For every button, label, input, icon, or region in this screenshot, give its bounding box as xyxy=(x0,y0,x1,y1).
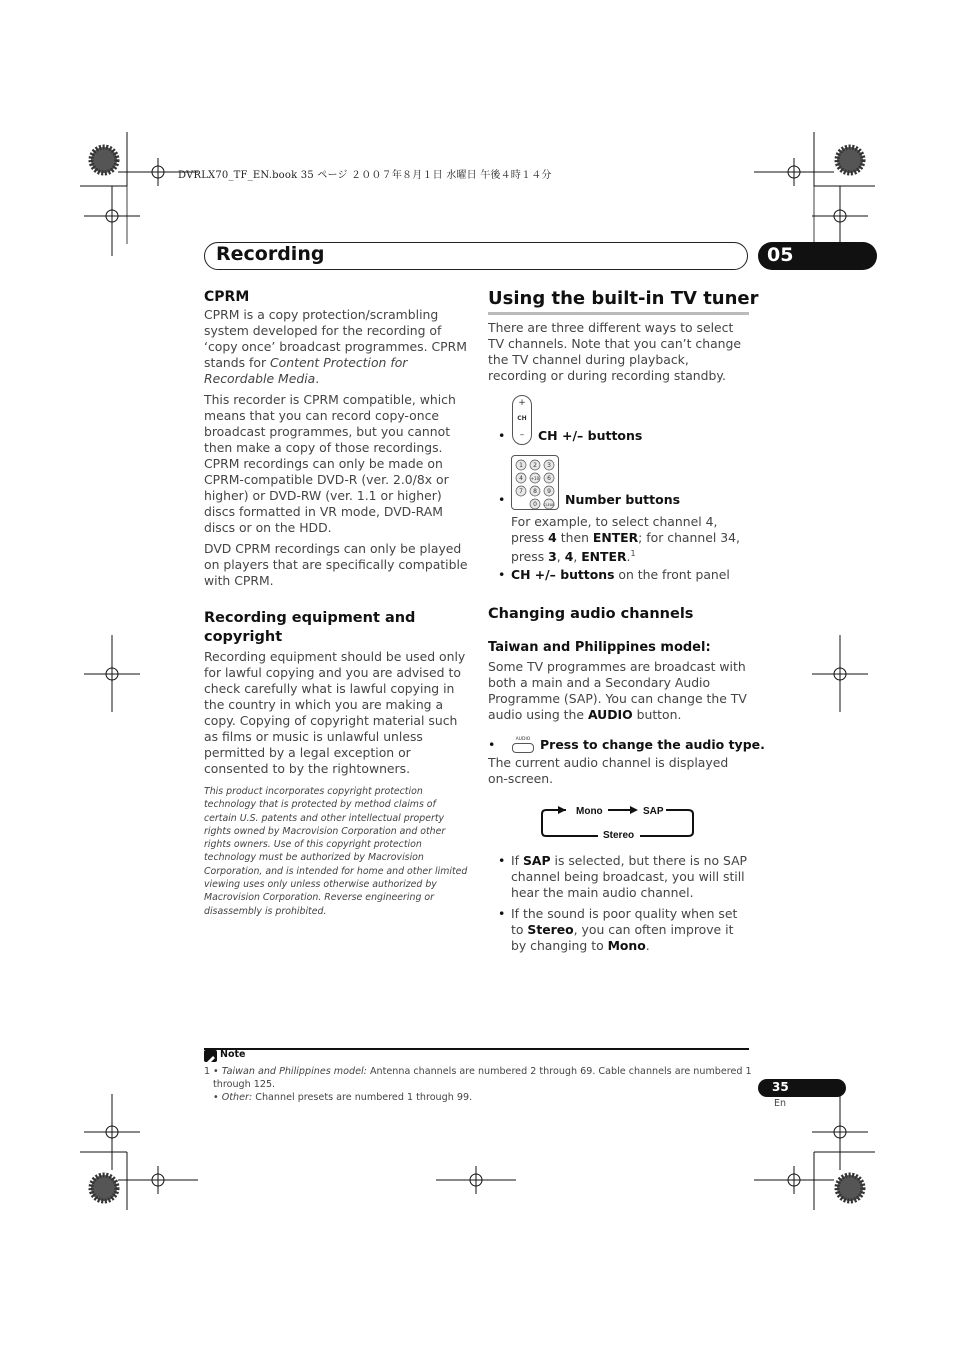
legal-notice: This product incorporates copyright protection technology that is protected by method claims of certain U.S. patents and other intellectual property rights owned by Macrovision Corporation and other rights owners. Use of this copyright protection technology must be authorized by Macrovision Corporation, and is intended for home and other limited viewing uses only unless otherwise authorized by Macrovision Corporation. Reverse engineering or disassembly is prohibited. xyxy=(204,786,468,917)
key-3: 3 xyxy=(547,462,551,469)
number-keypad-icon xyxy=(511,455,559,510)
bullet: • xyxy=(498,853,506,868)
sap-note: If SAP is selected, but there is no SAP channel being broadcast, you will still hear the main audio channel. xyxy=(511,853,748,900)
audio-cycle-diagram xyxy=(538,800,700,844)
cprm-heading: CPRM xyxy=(204,289,250,305)
footnote-line-1: • Taiwan and Philippines model: Antenna channels are numbered 2 through 69. Cable channels are numbered 1 through 125. xyxy=(213,1066,752,1090)
copyright-heading: Recording equipment and copyright xyxy=(204,610,416,645)
page-number: 35 xyxy=(772,1080,789,1094)
tuner-intro: There are three different ways to select TV channels. Note that you can’t change the TV channel during playback, recording or during recording standby. xyxy=(488,320,742,383)
arrowhead-icon xyxy=(630,806,638,814)
footnote-number: 1 xyxy=(204,1066,211,1077)
bullet: • xyxy=(498,492,506,507)
left-column xyxy=(204,289,468,918)
key-clear: CLEAR xyxy=(543,503,555,507)
audio-button-icon: AUDIO xyxy=(512,737,534,754)
note-title: Note xyxy=(220,1049,246,1060)
model-heading: Taiwan and Philippines model: xyxy=(488,640,711,655)
chapter-number: 05 xyxy=(767,244,794,266)
key-7: 7 xyxy=(519,488,523,495)
footnote-ref: 1 xyxy=(630,549,636,558)
bullet: • xyxy=(498,906,506,921)
ch-button-label: CH +/– buttons xyxy=(538,428,643,443)
footnote-line-2: • Other: Channel presets are numbered 1 through 99. xyxy=(213,1092,473,1103)
press-audio-instruction: Press to change the audio type. xyxy=(540,737,765,752)
crosshair-marks xyxy=(84,158,868,1194)
key-6: 6 xyxy=(547,475,551,482)
key-0: 0 xyxy=(533,501,537,508)
cprm-paragraph-1: CPRM is a copy protection/scrambling system developed for the recording of ‘copy once’ broadcast programmes. CPRM stands for Content Protection for Recordable Media. xyxy=(204,307,467,386)
channel-example: For example, to select channel 4, press 4 then ENTER; for channel 34, press 3, 4, ENTER.$^1$ xyxy=(511,514,740,565)
stereo-note: If the sound is poor quality when set to Stereo, you can often improve it by changing to Mono. xyxy=(511,906,738,953)
cprm-paragraph-3: DVD CPRM recordings can only be played on players that are specifically compatible with CPRM. xyxy=(204,541,468,588)
stereo-label: Stereo xyxy=(603,830,635,841)
key-2: 2 xyxy=(533,462,537,469)
audio-heading: Changing audio channels xyxy=(488,606,694,622)
current-audio-text: The current audio channel is displayed on-screen. xyxy=(488,755,729,786)
number-buttons-label: Number buttons xyxy=(565,492,681,507)
heading-rule xyxy=(488,312,749,315)
note-pencil-icon xyxy=(204,1050,217,1062)
key-4: 4 xyxy=(519,475,523,482)
key-9: 9 xyxy=(547,488,551,495)
print-info: DVRLX70_TF_EN.book 35 ページ ２００７年８月１日 水曜日 午後４時１４分 xyxy=(178,170,552,181)
key-8: 8 xyxy=(533,488,537,495)
section-title: Recording xyxy=(216,243,325,265)
page-language: En xyxy=(774,1098,787,1109)
key-1: 1 xyxy=(519,462,523,469)
mono-label: Mono xyxy=(576,806,603,817)
sap-label: SAP xyxy=(643,806,664,817)
front-panel-item: CH +/– buttons on the front panel xyxy=(511,567,730,582)
bullet: • xyxy=(498,567,506,582)
tuner-heading: Using the built-in TV tuner xyxy=(488,288,759,309)
cprm-paragraph-2: This recorder is CPRM compatible, which means that you can record copy-once broadcast programmes, but you cannot then make a copy of those recordings. CPRM recordings can only be made on CPRM-compatible DVD-R (ver. 2.0/8x or higher) or DVD-RW (ver. 1.1 or higher) discs formatted in VR mode, DVD-RAM discs or on the HDD. xyxy=(204,392,456,535)
model-paragraph: Some TV programmes are broadcast with both a main and a Secondary Audio Programme (SAP). You can change the TV audio using the AUDIO button. xyxy=(488,659,747,722)
bullet: • xyxy=(498,428,506,443)
note-rule xyxy=(204,1048,749,1050)
ch-button-icon: + CH – xyxy=(512,395,532,445)
copyright-paragraph: Recording equipment should be used only for lawful copying and you are advised to check carefully what is lawful copying in the country in which you are making a copy. Copying of copyright material such as films or music is unlawful unless permitted by a legal exception or consented to by the rightowners. xyxy=(204,649,466,776)
key-plus10: +10 xyxy=(530,476,540,481)
bullet: • xyxy=(488,737,496,752)
arrowhead-icon xyxy=(558,806,566,814)
